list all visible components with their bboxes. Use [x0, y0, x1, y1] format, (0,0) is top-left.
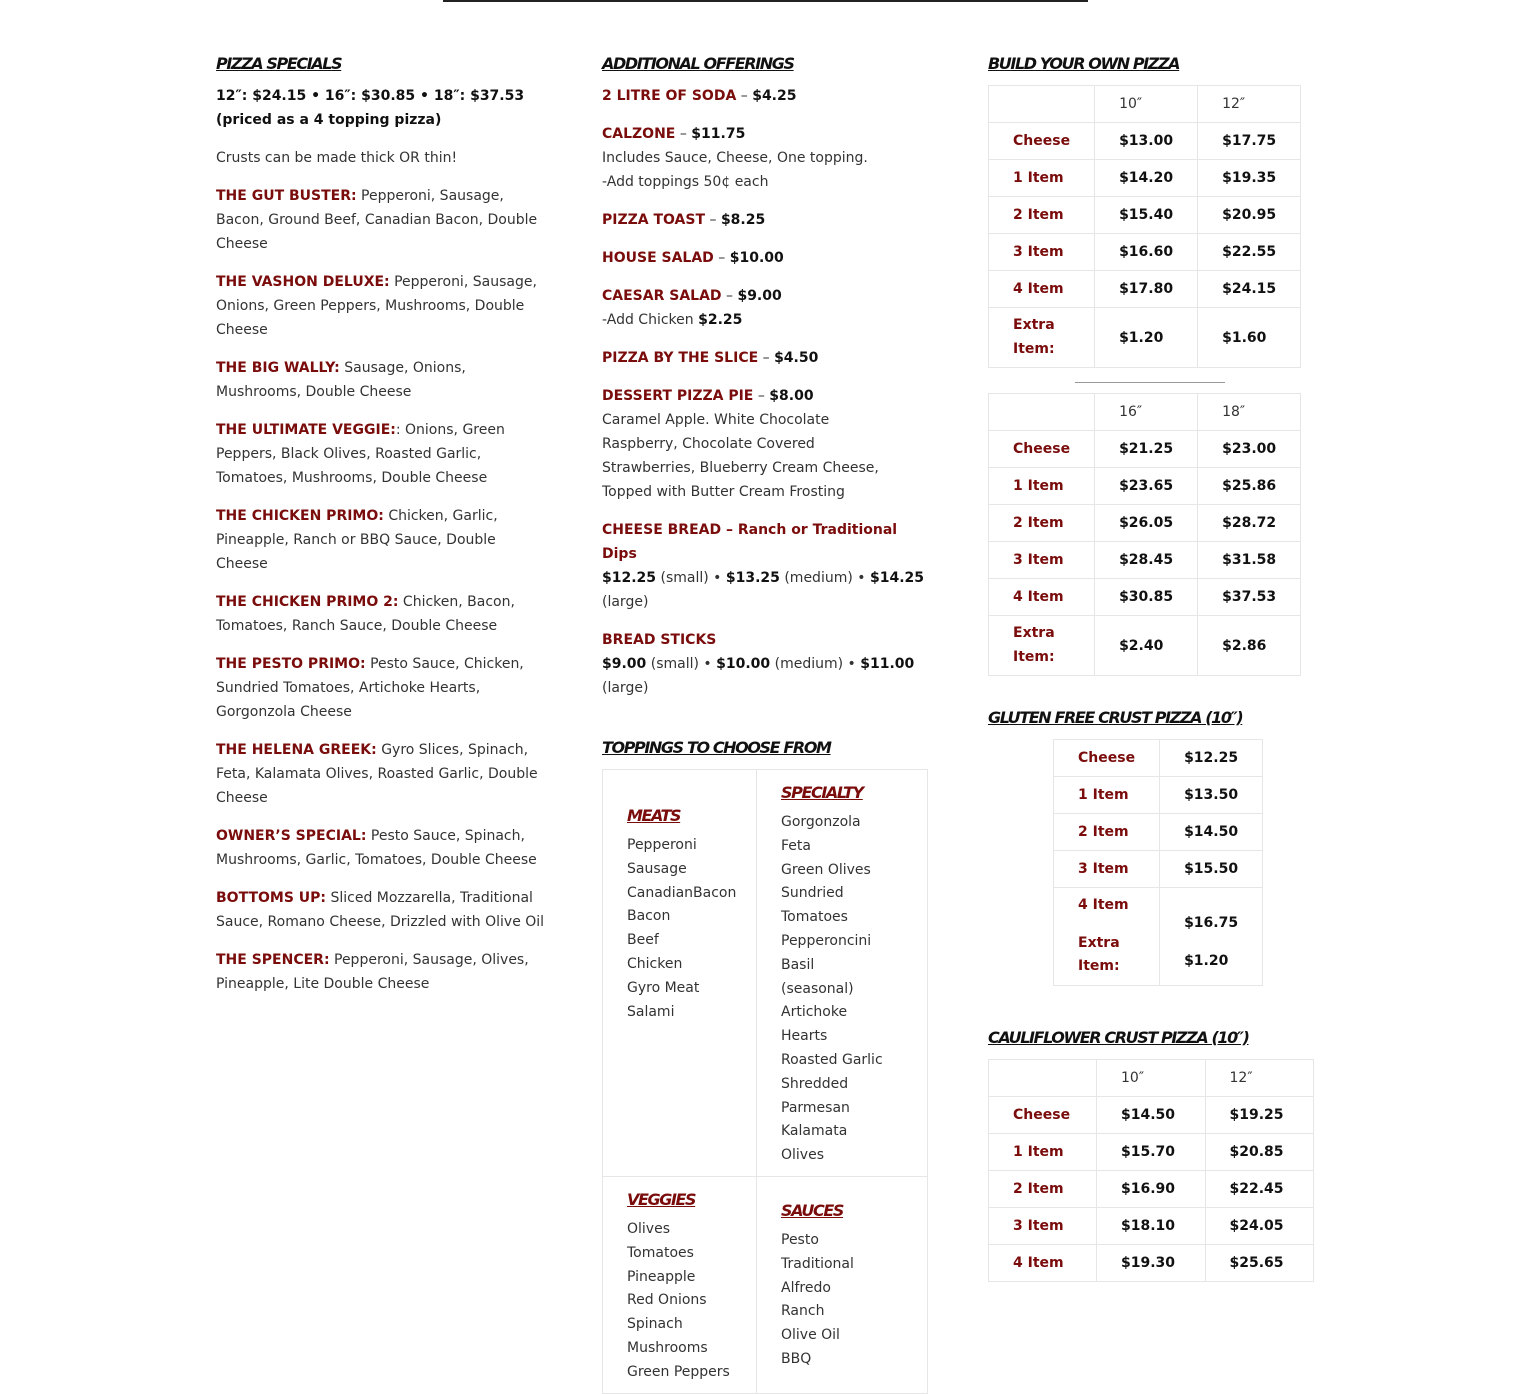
- item-name: PIZZA BY THE SLICE: [602, 350, 759, 366]
- row-label: 2 Item: [1054, 814, 1160, 851]
- item-price: $8.25: [720, 212, 766, 228]
- price-cell: $22.45: [1205, 1170, 1314, 1207]
- price-cell: $14.20: [1095, 160, 1198, 197]
- build-your-own-heading: BUILD YOUR OWN PIZZA: [988, 54, 1180, 73]
- price-cell: $14.50: [1097, 1096, 1206, 1133]
- veggies-cell: [603, 1176, 757, 1393]
- price-cell: $12.25: [1160, 740, 1263, 777]
- house-salad-item: [602, 246, 932, 270]
- price-cell: $26.05: [1095, 505, 1198, 542]
- table-row: [989, 123, 1301, 160]
- separator: –: [713, 250, 730, 266]
- table-row: [989, 271, 1301, 308]
- separator: –: [705, 212, 721, 228]
- special-name: THE GUT BUSTER:: [216, 188, 357, 204]
- build-price-table-small: [988, 85, 1301, 368]
- dessert-pizza-item: [602, 384, 932, 504]
- row-label: Extra Item:: [989, 308, 1095, 368]
- topping-item: Feta: [781, 837, 811, 854]
- topping-item: Basil (seasonal): [781, 956, 854, 997]
- price-cell: $24.15: [1198, 271, 1301, 308]
- size-medium: (medium) •: [770, 656, 861, 672]
- row-label: 1 Item: [989, 1133, 1097, 1170]
- header-empty-cell: [989, 1059, 1097, 1096]
- topping-item: Spinach: [627, 1316, 683, 1333]
- special-item: [216, 356, 546, 404]
- price-cell: [1160, 888, 1263, 986]
- caesar-salad-item: [602, 284, 932, 332]
- item-name: CAESAR SALAD: [602, 288, 722, 304]
- topping-item: Kalamata Olives: [781, 1123, 848, 1164]
- special-name: THE HELENA GREEK:: [216, 742, 377, 758]
- specialty-list: [781, 811, 891, 1168]
- price-cell: $20.95: [1198, 197, 1301, 234]
- price-cell: $30.85: [1095, 579, 1198, 616]
- item-name: BREAD STICKS: [602, 632, 717, 648]
- topping-item: Pepperoni: [627, 837, 697, 853]
- price-medium: $13.25: [725, 570, 780, 586]
- row-label: 1 Item: [1054, 777, 1160, 814]
- item-price: $8.00: [769, 388, 814, 404]
- specials-price-note: (priced as a 4 topping pizza): [216, 112, 442, 128]
- price-cell: $2.40: [1095, 616, 1198, 676]
- price-small: $12.25: [602, 570, 657, 586]
- table-row: [1054, 851, 1263, 888]
- specialty-cell: [757, 770, 928, 1177]
- price-cell: $28.45: [1095, 542, 1198, 579]
- table-row: [989, 468, 1301, 505]
- meats-list: [627, 834, 756, 1024]
- table-row: [989, 1170, 1314, 1207]
- topping-item: Mushrooms: [627, 1339, 708, 1356]
- special-item: [216, 886, 546, 934]
- row-label: 3 Item: [989, 234, 1095, 271]
- price-cell: $25.65: [1205, 1244, 1314, 1281]
- price-large: $11.00: [860, 656, 915, 672]
- special-name: THE ULTIMATE VEGGIE:: [216, 422, 396, 438]
- veggies-list: [627, 1218, 756, 1385]
- price-cell: $24.05: [1205, 1207, 1314, 1244]
- size-small: (small) •: [656, 570, 726, 586]
- price-cell: $1.20: [1095, 308, 1198, 368]
- row-label: 3 Item: [989, 1207, 1097, 1244]
- size-header: 12″: [1205, 1059, 1314, 1096]
- item-price: $9.00: [737, 288, 782, 304]
- price-medium: $10.00: [716, 656, 771, 672]
- size-medium: (medium) •: [779, 570, 870, 586]
- size-small: (small) •: [646, 656, 717, 672]
- build-price-table-large: [988, 393, 1301, 676]
- calzone-addon: -Add toppings 50¢ each: [602, 174, 769, 190]
- table-row: [989, 579, 1301, 616]
- price-cell: $37.53: [1198, 579, 1301, 616]
- calzone-desc: Includes Sauce, Cheese, One topping.: [602, 150, 868, 166]
- table-row: [989, 616, 1301, 676]
- special-desc: Gyro Slices, Spinach, Feta, Kalamata Olives, Roasted Garlic, Double Cheese: [216, 742, 538, 806]
- price-cell: $1.60: [1198, 308, 1301, 368]
- topping-item: Red Onions: [627, 1292, 707, 1309]
- price-cell: $21.25: [1095, 431, 1198, 468]
- meats-cell: [603, 770, 757, 1177]
- price-cell: $25.86: [1198, 468, 1301, 505]
- topping-item: BBQ: [781, 1350, 812, 1367]
- sauces-cell: [757, 1176, 928, 1393]
- special-desc: Sliced Mozzarella, Traditional Sauce, Romano Cheese, Drizzled with Olive Oil: [216, 890, 545, 930]
- table-header-row: [989, 1059, 1314, 1096]
- price-cell: $17.75: [1198, 123, 1301, 160]
- topping-item: Traditional: [781, 1255, 854, 1272]
- table-divider: [1075, 382, 1225, 383]
- table-row: [989, 1133, 1314, 1170]
- price-cell: $22.55: [1198, 234, 1301, 271]
- special-name: OWNER’S SPECIAL:: [216, 828, 367, 844]
- table-row: [989, 542, 1301, 579]
- row-label-4-item: 4 Item: [1078, 897, 1129, 913]
- price-cell: $16.90: [1097, 1170, 1206, 1207]
- topping-item: Olive Oil: [781, 1327, 840, 1344]
- price-cell: $19.30: [1097, 1244, 1206, 1281]
- special-name: THE CHICKEN PRIMO:: [216, 508, 384, 524]
- price-cell: $13.00: [1095, 123, 1198, 160]
- special-name: THE SPENCER:: [216, 952, 330, 968]
- slice-item: [602, 346, 932, 370]
- table-row: [989, 1207, 1314, 1244]
- row-label: 4 Item: [989, 271, 1095, 308]
- topping-item: Pineapple: [627, 1268, 696, 1285]
- gluten-free-heading: GLUTEN FREE CRUST PIZZA (10″): [988, 708, 1243, 727]
- row-label: 4 Item: [989, 1244, 1097, 1281]
- row-label: 3 Item: [1054, 851, 1160, 888]
- top-heading-underline: [443, 0, 1088, 2]
- item-price: $4.25: [752, 88, 797, 104]
- table-row: [1054, 777, 1263, 814]
- special-item: [216, 590, 546, 638]
- specialty-heading: SPECIALTY: [781, 783, 863, 802]
- pizza-specials-heading: PIZZA SPECIALS: [216, 54, 342, 73]
- price-cell: $23.65: [1095, 468, 1198, 505]
- price-cell: $16.60: [1095, 234, 1198, 271]
- table-row: [1054, 814, 1263, 851]
- toppings-table: [602, 769, 928, 1394]
- price-cell: $23.00: [1198, 431, 1301, 468]
- special-item: [216, 504, 546, 576]
- price-cell: $15.40: [1095, 197, 1198, 234]
- topping-item: Sausage: [627, 860, 687, 877]
- special-name: THE BIG WALLY:: [216, 360, 340, 376]
- special-name: THE VASHON DELUXE:: [216, 274, 390, 290]
- table-row: [989, 505, 1301, 542]
- special-desc: Sausage, Onions, Mushrooms, Double Cheese: [216, 360, 466, 400]
- price-cell: $28.72: [1198, 505, 1301, 542]
- price-cell: $20.85: [1205, 1133, 1314, 1170]
- price-cell: $19.25: [1205, 1096, 1314, 1133]
- topping-item: Olives: [627, 1220, 670, 1237]
- topping-item: Shredded Parmesan: [781, 1075, 850, 1116]
- topping-item: Roasted Garlic: [781, 1051, 883, 1068]
- row-label: Cheese: [1054, 740, 1160, 777]
- topping-item: Sundried Tomatoes: [781, 885, 848, 926]
- special-desc: Pepperoni, Sausage, Onions, Green Peppers, Mushrooms, Double Cheese: [216, 274, 537, 338]
- separator: –: [758, 350, 775, 366]
- special-desc: Pepperoni, Sausage, Olives, Pineapple, Lite Double Cheese: [216, 952, 529, 992]
- topping-item: Ranch: [781, 1303, 825, 1320]
- topping-item: Beef: [627, 932, 659, 949]
- item-name: CHEESE BREAD – Ranch or Traditional Dips: [602, 522, 898, 562]
- item-name: DESSERT PIZZA PIE: [602, 388, 754, 404]
- table-header-row: [989, 86, 1301, 123]
- topping-item: Artichoke Hearts: [781, 1004, 848, 1045]
- size-large: (large): [602, 680, 649, 696]
- item-price: $11.75: [691, 126, 746, 142]
- table-row: [989, 160, 1301, 197]
- topping-item: Gorgonzola: [781, 814, 861, 830]
- special-item: [216, 184, 546, 256]
- price-cell: $15.50: [1160, 851, 1263, 888]
- pizza-toast-item: [602, 208, 932, 232]
- caesar-addon: -Add Chicken: [602, 312, 699, 328]
- item-price: $10.00: [729, 250, 784, 266]
- dessert-desc: Caramel Apple. White Chocolate Raspberry, Chocolate Covered Strawberries, Blueberry Cream Cheese, Topped with Butter Cream Frosting: [602, 412, 879, 500]
- row-label: Cheese: [989, 123, 1095, 160]
- additional-offerings-column: [602, 52, 932, 1394]
- table-header-row: [989, 394, 1301, 431]
- special-item: [216, 652, 546, 724]
- topping-item: Alfredo: [781, 1279, 831, 1296]
- topping-item: Pepperoncini: [781, 932, 872, 949]
- item-name: 2 LITRE OF SODA: [602, 88, 737, 104]
- toppings-heading: TOPPINGS TO CHOOSE FROM: [602, 738, 831, 757]
- size-header: 12″: [1198, 86, 1301, 123]
- topping-item: Pesto: [781, 1231, 819, 1248]
- topping-item: Gyro Meat: [627, 979, 700, 996]
- price-cell: $18.10: [1097, 1207, 1206, 1244]
- table-row: [989, 308, 1301, 368]
- price-cell: $14.50: [1160, 814, 1263, 851]
- size-header: 10″: [1097, 1059, 1206, 1096]
- size-header: 18″: [1198, 394, 1301, 431]
- topping-item: Green Olives: [781, 861, 871, 878]
- size-header: 16″: [1095, 394, 1198, 431]
- pizza-specials-column: [216, 52, 546, 996]
- row-label: 2 Item: [989, 1170, 1097, 1207]
- table-row: [989, 1244, 1314, 1281]
- row-label: Extra Item:: [989, 616, 1095, 676]
- cauliflower-price-table: [988, 1059, 1314, 1282]
- price-large: $14.25: [869, 570, 924, 586]
- specials-price-line: 12″: $24.15 • 16″: $30.85 • 18″: $37.53: [216, 88, 525, 104]
- row-label: 2 Item: [989, 505, 1095, 542]
- veggies-heading: VEGGIES: [627, 1189, 696, 1209]
- price-cell: $2.86: [1198, 616, 1301, 676]
- separator: –: [675, 126, 692, 142]
- price-cell: $15.70: [1097, 1133, 1206, 1170]
- special-name: THE CHICKEN PRIMO 2:: [216, 594, 399, 610]
- sauces-list: [781, 1229, 927, 1372]
- size-large: (large): [602, 594, 649, 610]
- separator: –: [736, 88, 753, 104]
- special-desc: Chicken, Bacon, Tomatoes, Ranch Sauce, Double Cheese: [216, 594, 515, 634]
- item-name: HOUSE SALAD: [602, 250, 714, 266]
- table-row: [989, 234, 1301, 271]
- size-header: 10″: [1095, 86, 1198, 123]
- price-small: $9.00: [602, 656, 647, 672]
- table-row: [989, 431, 1301, 468]
- price-cell: $17.80: [1095, 271, 1198, 308]
- cauliflower-heading: CAULIFLOWER CRUST PIZZA (10″): [988, 1027, 1249, 1047]
- table-row: [1054, 888, 1263, 986]
- price-cell: $19.35: [1198, 160, 1301, 197]
- gluten-free-price-table: [1053, 739, 1263, 986]
- bread-sticks-item: [602, 628, 932, 700]
- row-label: Cheese: [989, 431, 1095, 468]
- topping-item: Green Peppers: [627, 1363, 730, 1380]
- soda-item: [602, 84, 932, 108]
- special-item: [216, 738, 546, 810]
- sauces-heading: SAUCES: [781, 1200, 843, 1220]
- topping-item: CanadianBacon: [627, 884, 737, 901]
- meats-heading: MEATS: [627, 806, 681, 825]
- row-label: 3 Item: [989, 542, 1095, 579]
- header-empty-cell: [989, 394, 1095, 431]
- row-label: 1 Item: [989, 468, 1095, 505]
- separator: –: [721, 288, 738, 304]
- special-name: THE PESTO PRIMO:: [216, 656, 366, 672]
- table-row: [989, 1096, 1314, 1133]
- special-name: BOTTOMS UP:: [216, 890, 327, 906]
- build-your-own-column: [988, 52, 1318, 1282]
- special-desc: Chicken, Garlic, Pineapple, Ranch or BBQ Sauce, Double Cheese: [216, 508, 498, 572]
- price-cell: $13.50: [1160, 777, 1263, 814]
- additional-offerings-heading: ADDITIONAL OFFERINGS: [602, 54, 794, 73]
- price-extra: $1.20: [1184, 953, 1229, 970]
- row-label: Cheese: [989, 1096, 1097, 1133]
- separator: –: [753, 388, 770, 404]
- special-item: [216, 270, 546, 342]
- special-desc: Pepperoni, Sausage, Bacon, Ground Beef, Canadian Bacon, Double Cheese: [216, 188, 538, 252]
- table-row: [989, 197, 1301, 234]
- row-label: [1054, 888, 1160, 986]
- special-desc: Pesto Sauce, Spinach, Mushrooms, Garlic, Tomatoes, Double Cheese: [216, 828, 537, 868]
- item-price: $4.50: [774, 350, 819, 366]
- item-name: PIZZA TOAST: [602, 212, 706, 228]
- special-desc: : Onions, Green Peppers, Black Olives, Roasted Garlic, Tomatoes, Mushrooms, Double Cheese: [216, 422, 505, 486]
- row-label: 2 Item: [989, 197, 1095, 234]
- special-item: [216, 948, 546, 996]
- special-item: [216, 418, 546, 490]
- price-cell: $31.58: [1198, 542, 1301, 579]
- row-label: 4 Item: [989, 579, 1095, 616]
- topping-item: Bacon: [627, 908, 671, 925]
- row-label: 1 Item: [989, 160, 1095, 197]
- special-item: [216, 824, 546, 872]
- price-4-item: $16.75: [1184, 915, 1239, 932]
- row-label-extra: Extra Item:: [1078, 934, 1120, 974]
- topping-item: Tomatoes: [627, 1244, 694, 1261]
- specials-list: [216, 184, 546, 996]
- topping-item: Chicken: [627, 955, 683, 972]
- caesar-addon-price: $2.25: [698, 312, 743, 328]
- cheese-bread-item: [602, 518, 932, 614]
- topping-item: Salami: [627, 1003, 675, 1020]
- table-row: [1054, 740, 1263, 777]
- item-name: CALZONE: [602, 126, 676, 142]
- header-empty-cell: [989, 86, 1095, 123]
- crust-note: Crusts can be made thick OR thin!: [216, 150, 458, 166]
- calzone-item: [602, 122, 932, 194]
- special-desc: Pesto Sauce, Chicken, Sundried Tomatoes, Artichoke Hearts, Gorgonzola Cheese: [216, 656, 524, 720]
